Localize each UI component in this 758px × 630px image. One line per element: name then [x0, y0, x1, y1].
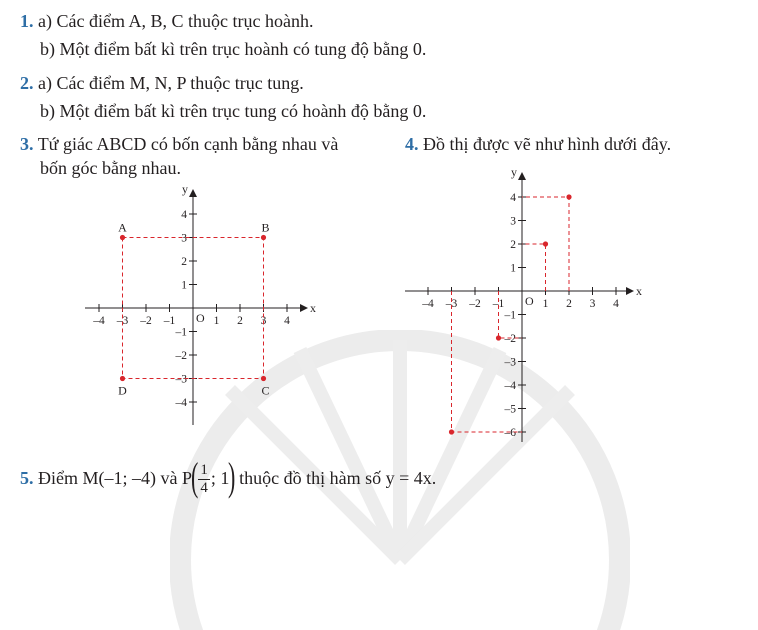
y-tick-label: 1	[181, 279, 187, 292]
y-tick-label: –3	[504, 356, 516, 369]
item-3-a	[20, 133, 338, 155]
y-tick-label: –6	[504, 427, 516, 439]
x-axis-label: x	[310, 301, 316, 315]
item-1-number: 1.	[20, 11, 34, 31]
x-axis-label: x	[636, 284, 642, 298]
x-tick-label: –4	[422, 298, 434, 310]
y-tick-label: –5	[504, 403, 516, 416]
y-tick-label: –3	[175, 373, 187, 386]
origin-label: O	[196, 311, 205, 325]
graph-point	[566, 194, 571, 199]
point-b	[261, 235, 266, 240]
graph-square-abcd	[80, 185, 320, 430]
item-2-b-text: b) Một điểm bất kì trên trục tung có hoành độ bằng 0.	[40, 101, 427, 121]
x-axis-arrow	[300, 304, 308, 312]
point-d	[120, 376, 125, 381]
x-tick-label: 3	[260, 315, 267, 327]
origin-label: O	[525, 294, 534, 308]
point-label-c: C	[261, 383, 270, 398]
item-1-a	[20, 10, 313, 32]
x-tick-label: –3	[116, 315, 129, 327]
x-tick-label: –2	[140, 315, 152, 327]
graph-point	[449, 429, 454, 434]
fraction	[198, 462, 210, 497]
point-label-d: D	[118, 383, 127, 398]
y-tick-label: 4	[510, 192, 516, 204]
item-3-number: 3.	[20, 134, 34, 154]
graph-function	[400, 160, 650, 445]
item-2-a	[20, 72, 304, 94]
x-tick-label: –3	[445, 298, 458, 310]
item-4-text: Đồ thị được vẽ như hình dưới đây.	[423, 134, 672, 154]
x-tick-label: –2	[469, 298, 481, 310]
x-tick-label: 1	[542, 298, 549, 310]
item-5-inner-text: ; 1	[210, 468, 230, 488]
x-tick-label: 4	[613, 298, 619, 310]
fraction-denominator: 4	[200, 480, 208, 497]
point-label-b: B	[261, 220, 270, 235]
y-axis-label: y	[182, 185, 188, 196]
graph-point	[543, 241, 548, 246]
y-tick-label: 1	[510, 262, 516, 275]
y-tick-label: –4	[504, 380, 516, 392]
y-tick-label: 2	[181, 256, 187, 268]
point-a	[120, 235, 125, 240]
item-1-b-text: b) Một điểm bất kì trên trục hoành có tung độ bằng 0.	[40, 39, 427, 59]
x-tick-label: 1	[213, 315, 220, 327]
item-5	[20, 453, 437, 500]
y-tick-label: 3	[510, 215, 516, 228]
point-label-a: A	[118, 220, 127, 235]
x-axis-arrow	[626, 287, 634, 295]
left-paren: (	[190, 453, 199, 499]
x-tick-label: –1	[492, 298, 505, 310]
x-tick-label: –1	[163, 315, 176, 327]
y-tick-label: –4	[175, 397, 187, 409]
x-tick-label: 4	[284, 315, 290, 327]
item-2-number: 2.	[20, 73, 34, 93]
y-tick-label: 2	[510, 239, 516, 251]
fraction-numerator: 1	[200, 462, 208, 479]
point-c	[261, 376, 266, 381]
x-tick-label: 2	[566, 298, 572, 310]
x-tick-label: 3	[589, 298, 596, 310]
item-4-number: 4.	[405, 134, 419, 154]
item-5-pre-text: Điểm M(–1; –4) và P	[38, 468, 192, 488]
y-tick-label: 3	[181, 232, 187, 245]
graph-point	[496, 335, 501, 340]
y-tick-label: –2	[175, 350, 187, 362]
y-tick-label: –2	[504, 333, 516, 345]
y-tick-label: –1	[175, 326, 187, 339]
y-axis-label: y	[511, 165, 517, 179]
y-axis-arrow	[518, 172, 526, 180]
item-4	[405, 133, 671, 155]
item-5-post-text: thuộc đồ thị hàm số y = 4x.	[239, 468, 437, 488]
x-tick-label: 2	[237, 315, 243, 327]
y-axis-arrow	[189, 189, 197, 197]
item-2-a-text: a) Các điểm M, N, P thuộc trục tung.	[38, 73, 304, 93]
item-3-b-text: bốn góc bằng nhau.	[40, 158, 181, 178]
right-paren: )	[228, 453, 236, 499]
y-tick-label: –1	[504, 309, 516, 322]
x-tick-label: –4	[93, 315, 105, 327]
item-3-a-text: Tứ giác ABCD có bốn cạnh bằng nhau và	[37, 134, 339, 154]
item-1-a-text: a) Các điểm A, B, C thuộc trục hoành.	[38, 11, 314, 31]
y-tick-label: 4	[181, 209, 187, 221]
item-5-number: 5.	[20, 468, 34, 488]
